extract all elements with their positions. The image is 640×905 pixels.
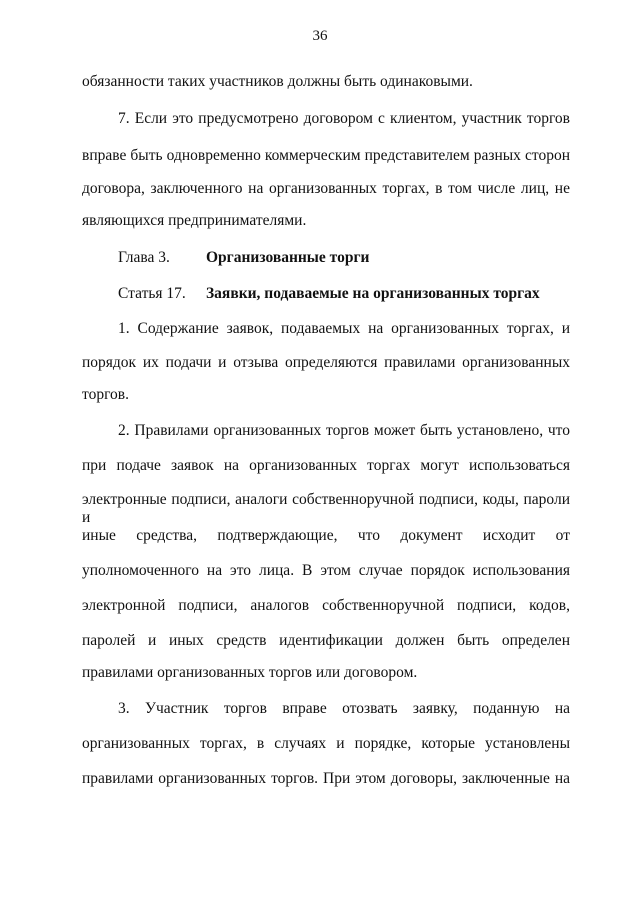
text-line: 3. Участник торгов вправе отозвать заявку, поданную на — [118, 700, 570, 717]
text-line: торгов. — [82, 386, 129, 403]
chapter-label: Глава 3. — [118, 249, 170, 266]
text-line: договора, заключенного на организованных торгах, в том числе лиц, не — [82, 180, 570, 197]
article-title: Заявки, подаваемые на организованных торгах — [206, 285, 540, 302]
text-line: 1. Содержание заявок, подаваемых на организованных торгах, и — [118, 320, 570, 337]
text-line: вправе быть одновременно коммерческим представителем разных сторон — [82, 147, 570, 164]
article-label: Статья 17. — [118, 285, 186, 302]
text-line: электронные подписи, аналоги собственноручной подписи, коды, пароли и — [82, 491, 570, 526]
text-line: правилами организованных торгов или договором. — [82, 664, 418, 681]
text-line: обязанности таких участников должны быть одинаковыми. — [82, 73, 473, 90]
text-line: уполномоченного на это лица. В этом случае порядок использования — [82, 562, 570, 579]
text-line: 2. Правилами организованных торгов может быть установлено, что — [118, 422, 570, 439]
text-line: электронной подписи, аналогов собственноручной подписи, кодов, — [82, 597, 570, 614]
text-line: иные средства, подтверждающие, что документ исходит от — [82, 527, 570, 544]
text-line: правилами организованных торгов. При этом договоры, заключенные на — [82, 770, 570, 787]
text-line: являющихся предпринимателями. — [82, 212, 307, 229]
text-line: паролей и иных средств идентификации должен быть определен — [82, 632, 570, 649]
article-heading — [118, 285, 540, 303]
page-number: 36 — [312, 28, 328, 44]
text-line: организованных торгах, в случаях и порядке, которые установлены — [82, 735, 570, 752]
text-line: при подаче заявок на организованных торгах могут использоваться — [82, 457, 570, 474]
chapter-title: Организованные торги — [206, 249, 370, 266]
text-line: порядок их подачи и отзыва определяются правилами организованных — [82, 354, 570, 371]
text-line: 7. Если это предусмотрено договором с клиентом, участник торгов — [118, 110, 570, 127]
chapter-heading — [118, 249, 369, 267]
